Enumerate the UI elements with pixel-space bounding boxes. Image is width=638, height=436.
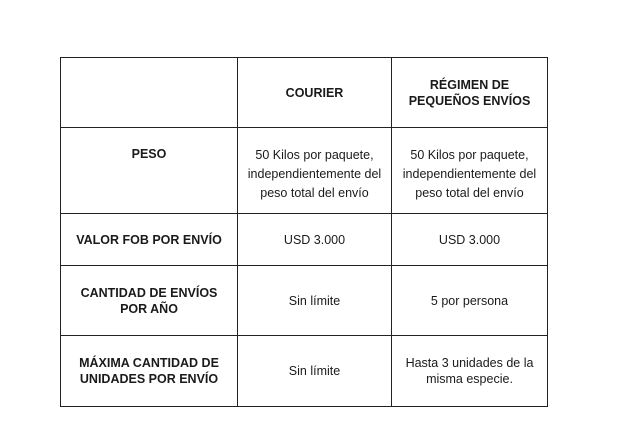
cell-courier-peso: 50 Kilos por paquete, independientemente del peso total del envío [238,128,392,214]
cell-regimen-valor-fob: USD 3.000 [392,214,548,266]
table-row-peso [61,128,548,214]
cell-regimen-maxima-cantidad: Hasta 3 unidades de la misma especie. [392,336,548,407]
row-label-valor-fob: VALOR FOB POR ENVÍO [61,214,238,266]
cell-regimen-cantidad-envios: 5 por persona [392,266,548,336]
row-label-peso: PESO [61,128,238,214]
table-row-maxima-cantidad [61,336,548,407]
header-empty-cell [61,58,238,128]
header-regimen-pequenos-envios: RÉGIMEN DE PEQUEÑOS ENVÍOS [392,58,548,128]
table-row-valor-fob [61,214,548,266]
row-label-maxima-cantidad: MÁXIMA CANTIDAD DE UNIDADES POR ENVÍO [61,336,238,407]
comparison-table [60,57,548,407]
header-courier: COURIER [238,58,392,128]
cell-courier-valor-fob: USD 3.000 [238,214,392,266]
header-row [61,58,548,128]
cell-regimen-peso: 50 Kilos por paquete, independientemente del peso total del envío [392,128,548,214]
row-label-cantidad-envios: CANTIDAD DE ENVÍOS POR AÑO [61,266,238,336]
cell-courier-maxima-cantidad: Sin límite [238,336,392,407]
table-row-cantidad-envios [61,266,548,336]
cell-courier-cantidad-envios: Sin límite [238,266,392,336]
